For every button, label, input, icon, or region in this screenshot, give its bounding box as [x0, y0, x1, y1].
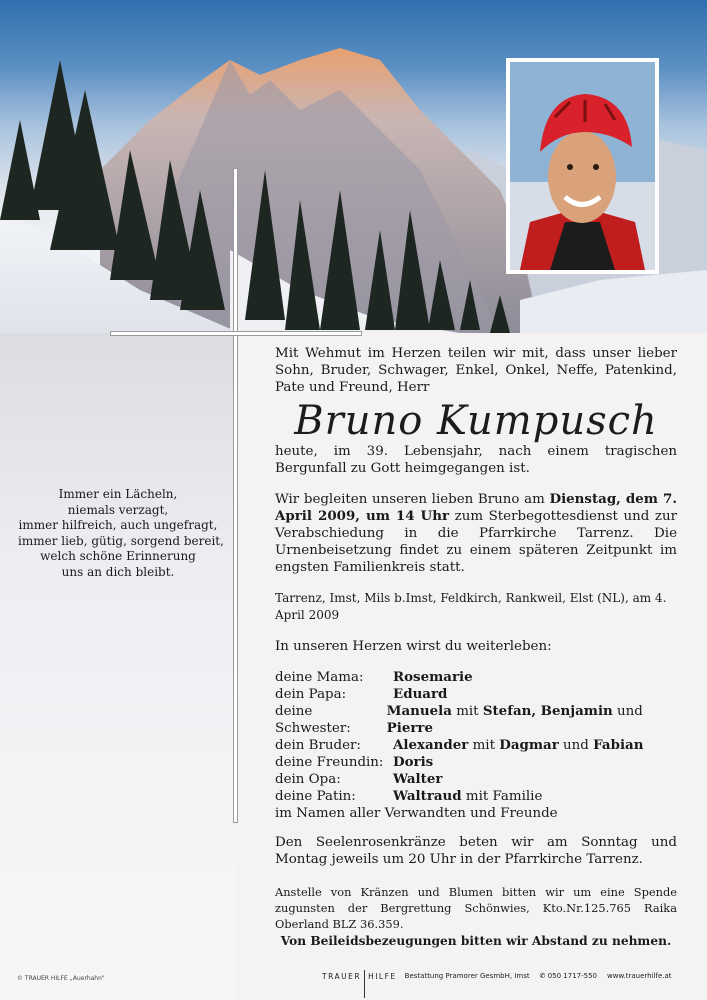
family-list — [275, 669, 677, 822]
family-connector: und — [612, 704, 643, 719]
deceased-name: Bruno Kumpusch — [294, 398, 658, 444]
funeral-text — [275, 491, 677, 576]
funeral-home-footer — [322, 962, 682, 990]
family-row — [275, 737, 677, 754]
cross-horizontal-bar — [110, 331, 362, 336]
family-relation: deine Patin: — [275, 789, 356, 804]
family-name: Dagmar — [499, 737, 559, 753]
family-row — [275, 669, 677, 686]
family-name: Walter — [393, 771, 443, 787]
main-text — [275, 345, 677, 822]
family-relation: deine Mama: — [275, 670, 364, 685]
family-name: Alexander — [393, 737, 469, 753]
family-name: Doris — [393, 754, 434, 770]
family-relation: deine Freundin: — [275, 755, 384, 770]
places-date: Tarrenz, Imst, Mils b.Imst, Feldkirch, Rankweil, Elst (NL), am 4. April 2009 — [275, 591, 667, 622]
family-name: Pierre — [386, 720, 433, 736]
family-connector: mit — [451, 704, 483, 719]
family-name: Eduard — [393, 686, 448, 702]
poem-line: Immer ein Lächeln, — [58, 487, 178, 501]
family-relation: dein Papa: — [275, 687, 347, 702]
family-name: Waltraud — [393, 788, 462, 804]
copyright-text: © TRAUER HILFE „Auerhahn" — [17, 975, 105, 982]
logo-cross-icon — [364, 970, 365, 998]
phone-number: ✆ 050 1717-550 — [539, 972, 597, 980]
family-row — [275, 754, 677, 771]
family-connector: mit — [468, 738, 500, 753]
family-connector: und — [558, 738, 594, 753]
family-name: Fabian — [593, 737, 644, 753]
family-row — [275, 771, 677, 788]
family-row — [275, 703, 677, 737]
family-name: Manuela — [386, 703, 452, 719]
intro-text: Mit Wehmut im Herzen teilen wir mit, dass unser lieber Sohn, Bruder, Schwager, Enkel, Onkel, Neffe, Patenkind, Pate und Freund, Herr — [275, 346, 677, 395]
funeral-date: Dienstag, dem 7. April 2009, um 14 Uhr — [275, 491, 677, 524]
logo-left-text: TRAUER — [322, 971, 362, 981]
family-name: Rosemarie — [393, 669, 473, 685]
in-hearts-line: In unseren Herzen wirst du weiterleben: — [275, 639, 552, 654]
family-row — [275, 788, 677, 805]
portrait-photo — [506, 58, 659, 274]
poem-line: niemals verzagt, — [67, 502, 169, 517]
cross-vertical-bar — [233, 168, 238, 823]
family-name: Stefan, Benjamin — [482, 703, 613, 719]
funeral-text-part2: zum Sterbegottesdienst und zur Verabschiedung in die Pfarrkirche Tarrenz. Die Urnenbeisetzung findet zu einem späteren Zeitpunkt im engsten Familienkreis statt. — [275, 509, 677, 575]
poem-line: immer lieb, gütig, sorgend bereit, — [18, 533, 224, 548]
rosary-note: Den Seelenrosenkränze beten wir am Sonntag und Montag jeweils um 20 Uhr in der Pfarrkirche Tarrenz. — [275, 835, 677, 867]
family-closing: im Namen aller Verwandten und Freunde — [275, 806, 558, 821]
condolence-note: Von Beileidsbezeugungen bitten wir Abstand zu nehmen. — [280, 934, 672, 948]
family-relation: dein Opa: — [275, 772, 341, 787]
left-panel — [0, 333, 236, 1000]
poem-line: immer hilfreich, auch ungefragt, — [18, 518, 218, 532]
family-relation: deine Schwester: — [275, 704, 351, 736]
donation-note: Anstelle von Kränzen und Blumen bitten wir um eine Spende zugunsten der Bergrettung Schönwies, Kto.Nr.125.765 Raika Oberland BLZ 36.359. — [275, 885, 677, 931]
website-link[interactable]: www.trauerhilfe.at — [607, 972, 672, 980]
logo-right-text: HILFE — [368, 971, 397, 981]
poem-line: welch schöne Erinnerung — [40, 549, 196, 563]
death-text: heute, im 39. Lebensjahr, nach einem tragischen Bergunfall zu Gott heimgegangen ist. — [275, 444, 677, 476]
company-name: Bestattung Pramorer GesmbH, Imst — [404, 972, 530, 980]
trauerhilfe-logo — [322, 962, 397, 990]
family-relation: dein Bruder: — [275, 738, 361, 753]
family-row — [275, 686, 677, 703]
poem-line: uns an dich bleibt. — [61, 564, 175, 579]
memorial-poem — [18, 487, 224, 580]
funeral-text-part1: Wir begleiten unseren lieben Bruno am — [275, 492, 550, 507]
family-connector: mit Familie — [461, 789, 543, 804]
